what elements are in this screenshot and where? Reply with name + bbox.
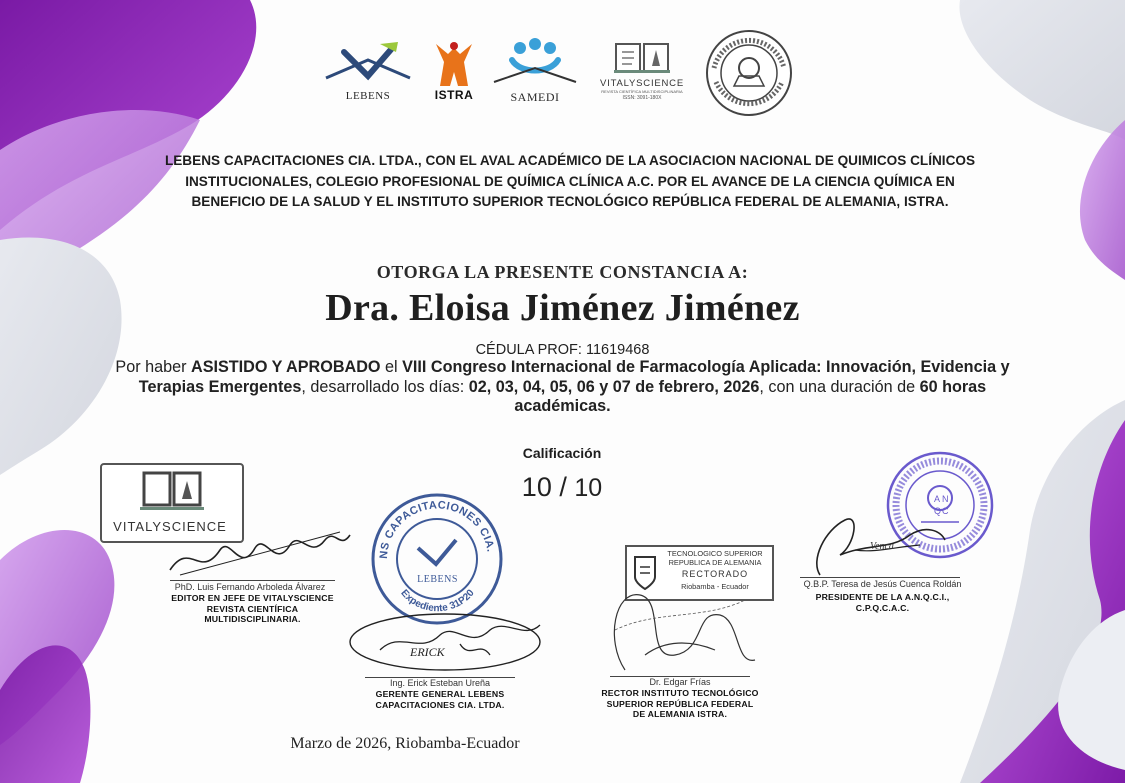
body-bold-status: ASISTIDO Y APROBADO [191,358,381,376]
signature-2-scribble [340,600,560,680]
signatory-1-name: PhD. Luis Fernando Arboleda Álvarez [174,582,326,592]
event-name: VIII Congreso Internacional de Farmacología Aplicada: Innovación, Evidencia y Terapias Emergentes [138,358,1010,396]
vitalyscience-badge-icon [132,469,212,513]
signature-1-scribble [160,520,360,585]
signatory-1-title: EDITOR EN JEFE DE VITALYSCIENCE REVISTA CIENTÍFICA MULTIDISCIPLINARIA. [171,593,334,624]
signatory-2-title: GERENTE GENERAL LEBENS CAPACITACIONES CIA. LTDA. [375,689,505,710]
vitalyscience-logo-sub: REVISTA CIENTÍFICA MULTIDISCIPLINARIA [601,89,683,94]
svg-text:A: A [934,494,941,504]
lebens-stamp-center-text: LEBENS [417,574,458,585]
body-text: , desarrollado los días: [301,377,469,396]
svg-text:C: C [942,506,949,516]
anqci-seal-icon [704,28,794,118]
event-duration: 60 horas académicas. [514,377,987,415]
professional-id: CÉDULA PROF: 11619468 [475,342,650,358]
svg-text:Venca: Venca [870,541,894,552]
istra-stamp-line-3: RECTORADO [681,569,749,579]
signatory-2-name: Ing. Erick Esteban Ureña [389,678,491,688]
vitalyscience-logo [594,40,690,106]
vitalyscience-logo-label: VITALYSCIENCE [600,78,684,89]
istra-stamp-line-1: TECNOLOGICO SUPERIOR [667,549,763,558]
signatory-4-title: PRESIDENTE DE LA A.N.Q.C.I., C.P.Q.C.A.C. [815,592,950,613]
vitalyscience-logo-issn: ISSN: 3091-180X [622,95,662,101]
grant-heading: OTORGA LA PRESENTE CONSTANCIA A: [376,262,749,282]
lebens-logo [322,38,414,106]
istra-stamp-line-4: Riobamba - Ecuador [681,582,749,591]
svg-text:ERICK: ERICK [410,645,445,659]
body-text: el [380,358,403,376]
grade-max: 10 [574,474,603,502]
istra-stamp-line-2: REPUBLICA DE ALEMANIA [668,558,762,567]
istra-logo-label: ISTRA [434,88,474,102]
istra-logo [428,40,480,104]
event-dates: 02, 03, 04, 05, 06 y 07 de febrero, 2026 [468,377,760,396]
samedi-people-icon [490,38,580,88]
samedi-logo-label: SAMEDI [510,90,560,104]
body-text: , con una duración de [759,377,920,396]
signatory-3-title: RECTOR INSTITUTO TECNOLÓGICO SUPERIOR REPÚBLICA FEDERAL DE ALEMANIA ISTRA. [601,688,759,719]
svg-text:N: N [942,494,949,504]
recipient-name: Dra. Eloisa Jiménez Jiménez [325,287,800,329]
signature-4-line [800,577,960,578]
istra-figure-icon [428,40,480,90]
intro-paragraph: LEBENS CAPACITACIONES CIA. LTDA., CON EL AVAL ACADÉMICO DE LA ASOCIACION NACIONAL DE QUIMICOS CLÍNICOS INSTITUCIONALES, COLEGIO PROFESIONAL DE QUÍMICA CLÍNICA A.C. POR EL AVANCE DE LA CIENCIA QUÍMICA EN BENEFICIO DE LA SALUD Y EL INSTITUTO SUPERIOR TECNOLÓGICO REPÚBLICA FEDERAL DE ALEMANIA, ISTRA. [164,153,976,209]
vitalyscience-badge-label: VITALYSCIENCE [113,519,227,534]
issue-date-place: Marzo de 2026, Riobamba-Ecuador [290,735,520,752]
vitalyscience-book-icon [594,40,690,76]
body-text: Por haber [115,358,191,376]
certificate-body [115,358,1010,417]
signature-3-scribble [595,570,765,680]
samedi-logo [490,38,580,106]
signatory-4-name: Q.B.P. Teresa de Jesús Cuenca Roldán [803,579,962,589]
anqci-seal-logo [704,28,794,118]
grade-separator: / [559,472,567,502]
lebens-logo-label: LEBENS [345,90,391,102]
svg-text:Q: Q [934,506,942,516]
lebens-stamp-top-text: NS CAPACITACIONES CIA. [377,499,497,560]
grade-label: Calificación [522,445,602,461]
svg-text:LEBENS CAPACITACIONES CIA. LTD [370,492,497,559]
signature-4-scribble [800,505,950,585]
lebens-check-icon [322,38,414,88]
signatory-3-name: Dr. Edgar Frías [649,677,711,687]
grade-score: 10 [521,472,552,502]
signature-1-line [170,580,335,581]
lebens-stamp-bottom-text: Expediente 31P20 [398,587,477,615]
